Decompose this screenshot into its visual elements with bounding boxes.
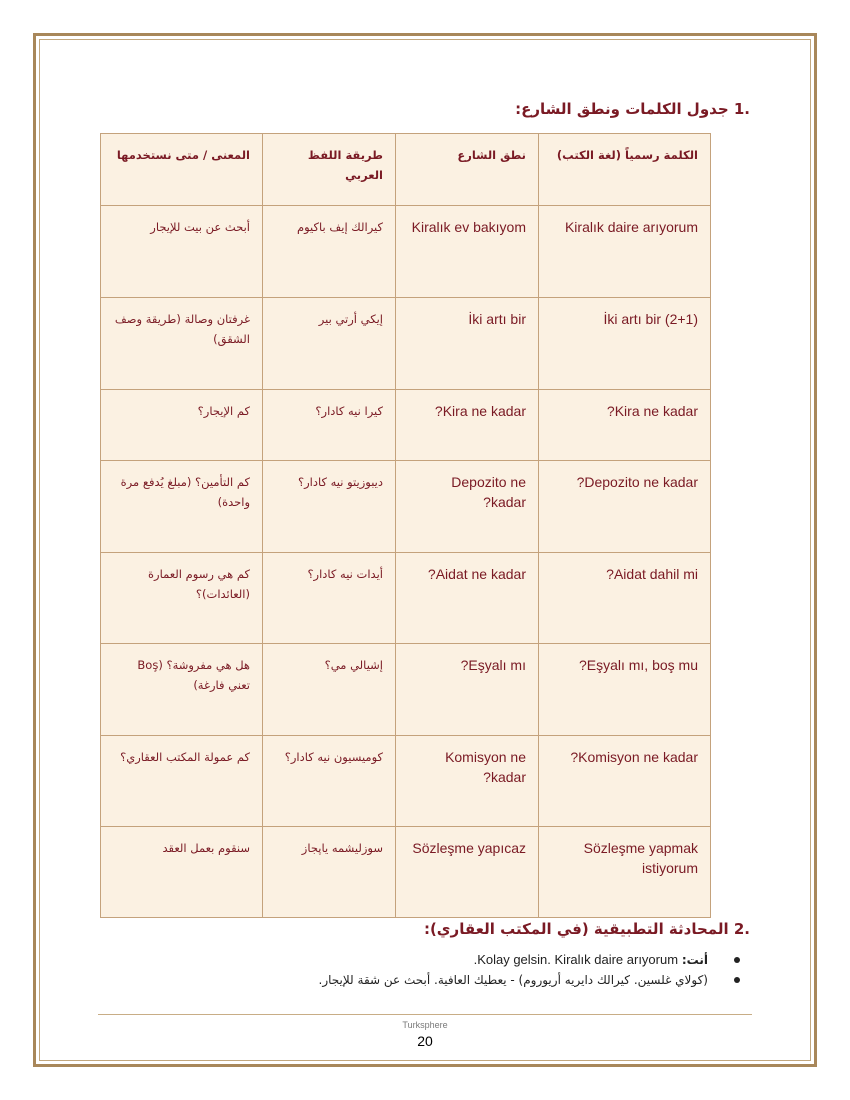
cell-street: Depozito ne kadar?	[396, 461, 539, 553]
table-header-row	[101, 134, 711, 206]
cell-street: Kiralık ev bakıyom	[396, 206, 539, 298]
cell-arabic-pronunciation: ديبوزيتو نيه كادار؟	[263, 461, 396, 553]
cell-street: Aidat ne kadar?	[396, 553, 539, 644]
cell-arabic-pronunciation: كيرا نيه كادار؟	[263, 390, 396, 461]
vocabulary-table	[100, 133, 711, 918]
cell-formal: Aidat dahil mi?	[539, 553, 711, 644]
section-2-heading: .2 المحادثة التطبيقية (في المكتب العقاري):	[423, 920, 750, 938]
speaker-label: أنت:	[681, 953, 708, 967]
bullet-icon	[734, 957, 740, 963]
cell-meaning: سنقوم بعمل العقد	[101, 827, 263, 918]
page-number: 20	[417, 1033, 433, 1049]
footer-brand: Turksphere	[402, 1020, 448, 1030]
list-item	[140, 970, 740, 990]
cell-formal: Sözleşme yapmak istiyorum	[539, 827, 711, 918]
table-row	[101, 390, 711, 461]
bullet-icon	[734, 977, 740, 983]
cell-arabic-pronunciation: سوزليشمه ياپجاز	[263, 827, 396, 918]
cell-meaning: كم هي رسوم العمارة (العائدات)؟	[101, 553, 263, 644]
cell-formal: İki artı bir (2+1)	[539, 298, 711, 390]
cell-meaning: أبحث عن بيت للإيجار	[101, 206, 263, 298]
dialogue-list	[140, 950, 740, 990]
table-row	[101, 827, 711, 918]
cell-arabic-pronunciation: كيرالك إيف باكيوم	[263, 206, 396, 298]
cell-meaning: كم عمولة المكتب العقاري؟	[101, 736, 263, 827]
cell-meaning: هل هي مفروشة؟ (Boş تعني فارغة)	[101, 644, 263, 736]
dialogue-line: Kolay gelsin. Kiralık daire arıyorum.	[473, 952, 679, 967]
cell-street: Komisyon ne kadar?	[396, 736, 539, 827]
cell-formal: Depozito ne kadar?	[539, 461, 711, 553]
cell-street: Eşyalı mı?	[396, 644, 539, 736]
cell-arabic-pronunciation: إشيالي مي؟	[263, 644, 396, 736]
cell-arabic-pronunciation: كوميسيون نيه كادار؟	[263, 736, 396, 827]
section-1-heading: .1 جدول الكلمات ونطق الشارع:	[515, 100, 750, 118]
cell-street: Kira ne kadar?	[396, 390, 539, 461]
list-item	[140, 950, 740, 970]
cell-formal: Eşyalı mı, boş mu?	[539, 644, 711, 736]
footer-divider	[98, 1014, 752, 1015]
table-row	[101, 553, 711, 644]
table-row	[101, 644, 711, 736]
cell-street: Sözleşme yapıcaz	[396, 827, 539, 918]
cell-meaning: غرفتان وصالة (طريقة وصف الشقق)	[101, 298, 263, 390]
cell-formal: Kira ne kadar?	[539, 390, 711, 461]
table-row	[101, 206, 711, 298]
header-arabic-pronunciation: طريقة اللفظ العربي	[263, 134, 396, 206]
table-row	[101, 461, 711, 553]
table-row	[101, 736, 711, 827]
dialogue-line: (كولاي غلسين. كيرالك دايريه أريوروم) - يعطيك العافية. أبحث عن شقة للإيجار.	[318, 973, 708, 987]
table-row	[101, 298, 711, 390]
header-meaning: المعنى / متى نستخدمها	[101, 134, 263, 206]
cell-formal: Komisyon ne kadar?	[539, 736, 711, 827]
cell-arabic-pronunciation: أيدات نيه كادار؟	[263, 553, 396, 644]
cell-street: İki artı bir	[396, 298, 539, 390]
cell-formal: Kiralık daire arıyorum	[539, 206, 711, 298]
header-formal-word: الكلمة رسمياً (لغة الكتب)	[539, 134, 711, 206]
cell-meaning: كم التأمين؟ (مبلغ يُدفع مرة واحدة)	[101, 461, 263, 553]
cell-meaning: كم الإيجار؟	[101, 390, 263, 461]
cell-arabic-pronunciation: إيكي أرتي بير	[263, 298, 396, 390]
header-street-pronunciation: نطق الشارع	[396, 134, 539, 206]
